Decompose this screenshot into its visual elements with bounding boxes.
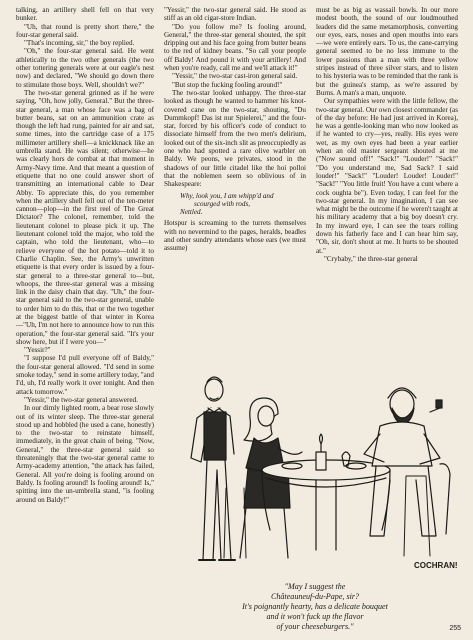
caption-line-3: It's poignantly hearty, has a delicate bouquet [242,602,388,611]
paragraph: "But stop the fucking fooling around!" [172,80,283,89]
paragraph: In our dimly lighted room, a bear rose slowly out of its winter sleep. The three-star general stood up and hobbled (he used a cane, honestly) to the two-star to reinstate himself, immediately, in the great chain of being. "Now, General," the three-star general said so threateningly that the two-star general came to Army-academy attention, "the attack has failed, General. All you're doing is fooling around on Baldy. Is fooling around! Is fooling around! Is," spitting into the un-umbrella stand, "is fooling around on Baldy!" [16,404,154,504]
artist-signature: COCHRAN! [414,561,458,570]
paragraph: must be as big as wassail bowls. In our more modest booth, the sound of our loudmouthed leaders did the same metamorphosis, converting our eyes, ears, noses and open mouths into ears—we were entirely ears. To us, the cane-carrying general seemed to be no less immune to the lower passions than a man with three yellow stripes instead of three silver stars, and to listen to his hysteria was to be reminded that the rank is but the guinea's stamp, as we're assured by Burns. A man's a man, unquote. [316,6,458,97]
verse-quote [180,192,306,217]
paragraph: "Uh, that round is pretty short there," the four-star general said. [16,22,154,39]
verse-line-1: Why, look you, I am whipp'd and [180,191,274,200]
paragraph: Hotspur is screaming to the turrets themselves with no nevermind to the pages, heralds, beadles and other sundry attendants whose ears (we must assume) [164,219,306,253]
paragraph: "Yessir," the two-star cast-iron general said. [172,72,298,81]
text-column-3 [316,6,458,368]
paragraph: The two-star general grinned as if he were saying, "Oh, how jolly, General." But the three-star general, a man whose face was a bag of butter beans, sat on an ammunition crate as though the left had rung, painted for air and sat, some times, into the cartridge case of a 175 millimeter artillery shell—a knickknack like an umbrella stand. He was silent; otherwise—he was clearly hors de combat at that moment in Army-Navy time. And that meant a question of etiquette that no one could answer short of transmitting an international cable to Dear Abby. To appreciate this, do you remember when the artillery shell fell out of the ten-meter cannon—plop—in the first reel of The Great Dictator? The colonel, remember, told the lieutenant colonel to please pick it up. The lieutenant colonel told the major, who told the captain, who told the lieutenant, who—to relieve everyone of the hot potato—told it to Charlie Chaplin. See, the Army's unwritten etiquette is that every order is issued by a four-star general to a three-star general to—but, whoops, the three-star general was a missing link in the daisy chain that day. "Uh," the four-star general said to the two-star general, unable to order him to do this, that or the two together at the biggest battle of that winter in Korea—"Uh, I'm not here to announce how to run this operation," the four-star general said. "It's your show here, but if I were you—" [16,88,154,346]
bearded-man-figure [364,388,450,536]
verse-line-3: Nettled. [180,208,203,217]
verse-line-2: scourged with rods, [194,199,251,208]
paragraph: "That's incoming, sir," the boy replied. [24,39,135,48]
paragraph: "Yessir," the two-star general said. He stood as stiff as an old cigar-store Indian. [164,6,306,23]
paragraph: "Oh," the four-star general said. He went athletically to the two other generals (the two other tottering generals were at our eagle's nest now) and declared, "We should go down there to stimulate those boys. Well, shouldn't we?" [16,47,154,89]
paragraph: "Crybaby," the three-star general [324,254,418,263]
caption-line-2: Châteauneuf-du-Pape, sir? [270,592,360,601]
waiter-figure [191,377,235,560]
page-number: 255 [449,625,461,632]
paragraph: Our sympathies were with the little fellow, the two-star general. Our own closest commander (as of the day before: He had just arrived in Korea), he was a gentle-looking man who now looked as if he wanted to cry—yes, really. His eyes were wet, as my own eyes had been a year earlier when an old master sergeant shouted at me ("Now sound off!" "Sack!" "Louder!" "Sack!" "Do you understand me, Sad Sack? I said louder!" "Sack!" "Louder! Louder! Louder!" "Sack!" "You little fruit! You have a cunt where a cock oughta be"). Even today, I can feel for the two-star general. In my imagination, I can see what might be the outcome if he weren't taught at his military academy that a big boy doesn't cry. In my inward eye, I can see the tears rolling down his fatherly face and I can hear him say, "Oh, sir, don't shout at me. It hurts to be shouted at." [316,97,458,255]
caption-line-4: and it won't fuck up the flavor [266,612,364,621]
cartoon-caption [170,582,460,632]
paragraph: The two-star looked unhappy. The three-star looked as though he wanted to hammer his knot-covered cane on the two-star, shouting, "Du Dummkopf! Das ist nur Spielerei," and the four-star, forced by his officer's code of conduct to dissociate himself from the two men's delirium, looked out of the six-inch slit as preoccupiedly as one who had spotted a rare olive warbler on Baldy. We peons, we privates, stood in the shadows of our little citadel like the hoi polloi that the noblemen seem so oblivious of in Shakespeare: [164,88,306,189]
caption-line-5: of your cheeseburgers." [276,622,354,631]
cartoon-illustration [166,368,462,582]
paragraph: "Yessir?" [24,346,51,355]
paragraph: talking, an artillery shell fell on that very bunker. [16,6,154,23]
text-column-2 [164,6,306,368]
text-column-1 [16,6,154,626]
caption-line-1: "May I suggest the [284,582,346,591]
paragraph: "I suppose I'd pull everyone off of Baldy," the four-star general allowed. "I'd send in some smoke today," send in some artillery today, "and I'd, uh, I'd really work it over tonight. And then attack tomorrow." [16,354,154,396]
paragraph: "Yessir," the two-star general answered. [24,395,138,404]
paragraph: "Do you follow me? Is fooling around, General," the three-star general shouted, the spit dripping out and his face going from butter beans to the red of kidney beans. "So call your people off Baldy! And pound it with your artillery! And when you're ready, call me and we'll attack it!" [164,22,306,73]
